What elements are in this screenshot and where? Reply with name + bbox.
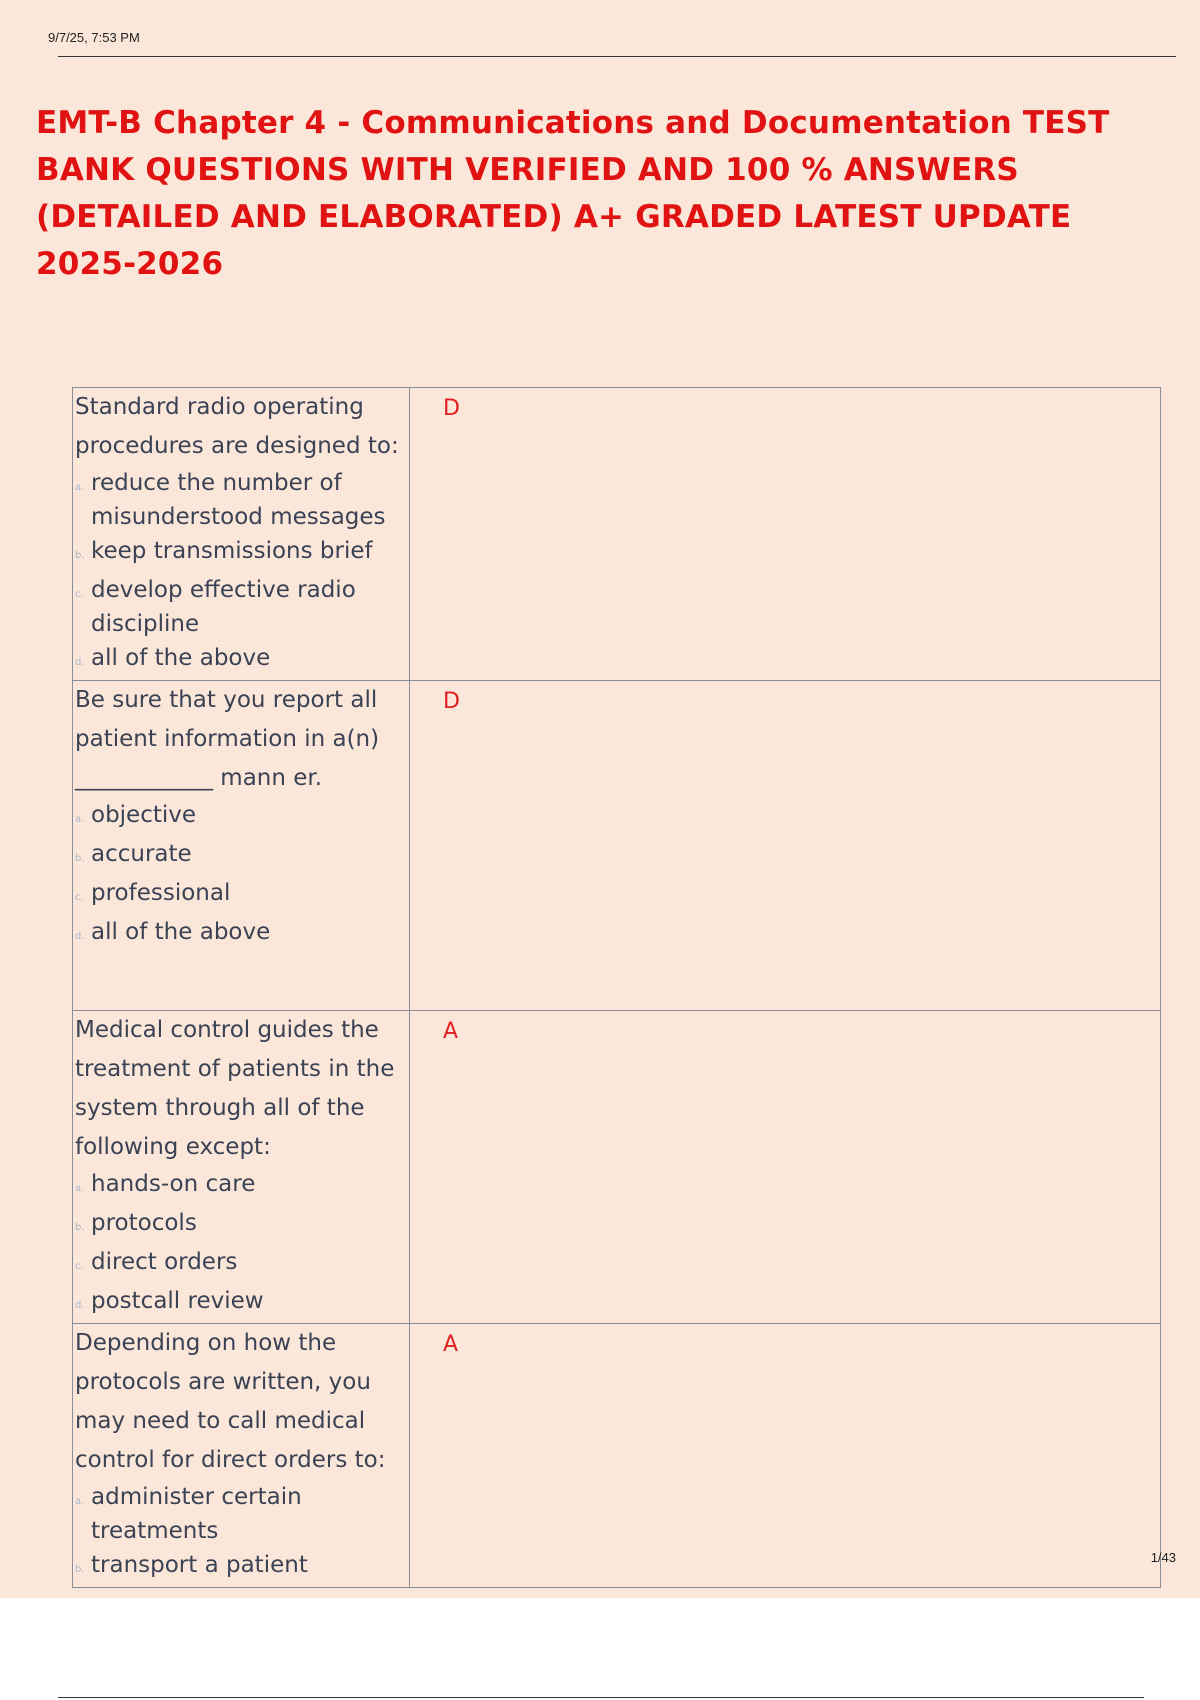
question-text: Medical control guides the treatment of patients in the system through all of the following except: [75, 1017, 395, 1160]
option-item [73, 798, 409, 837]
question-cell [73, 1011, 410, 1324]
options-list [73, 1480, 409, 1587]
option-item [73, 876, 409, 915]
option-item [73, 466, 409, 534]
next-page-divider [58, 1697, 1144, 1698]
option-letter: b. [75, 1564, 85, 1575]
answer-cell [410, 388, 1161, 681]
option-item [73, 837, 409, 876]
option-item [73, 641, 409, 680]
print-timestamp: 9/7/25, 7:53 PM [48, 30, 140, 45]
option-text: professional [91, 880, 231, 906]
option-item [73, 1206, 409, 1245]
qa-table [72, 387, 1161, 1588]
option-item [73, 1284, 409, 1323]
option-letter: a. [75, 1496, 85, 1507]
option-letter: a. [75, 1183, 85, 1194]
option-text: develop effective radio discipline [91, 577, 356, 637]
option-text: all of the above [91, 645, 271, 671]
answer-text: D [443, 396, 460, 421]
option-text: administer certain treatments [91, 1484, 302, 1544]
option-item [73, 1245, 409, 1284]
option-text: reduce the number of misunderstood messages [91, 470, 386, 530]
option-text: accurate [91, 841, 192, 867]
option-letter: b. [75, 1222, 85, 1233]
option-letter: c. [75, 1261, 84, 1272]
answer-cell [410, 1011, 1161, 1324]
option-letter: b. [75, 550, 85, 561]
option-text: direct orders [91, 1249, 238, 1275]
table-row [73, 681, 1161, 1011]
option-text: hands-on care [91, 1171, 256, 1197]
question-text: Be sure that you report all patient information in a(n) ____________ mann er. [75, 687, 380, 791]
answer-text: A [443, 1019, 459, 1044]
option-letter: d. [75, 657, 85, 668]
question-cell [73, 388, 410, 681]
option-letter: c. [75, 892, 84, 903]
option-letter: a. [75, 814, 85, 825]
option-item [73, 573, 409, 641]
options-list [73, 466, 409, 680]
options-list [73, 798, 409, 954]
question-cell [73, 1324, 410, 1588]
option-text: transport a patient [91, 1552, 308, 1578]
table-row [73, 1324, 1161, 1588]
option-text: protocols [91, 1210, 197, 1236]
answer-text: D [443, 689, 460, 714]
option-letter: d. [75, 931, 85, 942]
option-item [73, 915, 409, 954]
answer-text: A [443, 1332, 459, 1357]
answer-cell [410, 681, 1161, 1011]
option-letter: d. [75, 1300, 85, 1311]
page-number: 1/43 [1150, 1550, 1176, 1565]
options-list [73, 1167, 409, 1323]
question-cell [73, 681, 410, 1011]
question-text: Standard radio operating procedures are designed to: [75, 394, 399, 459]
answer-cell [410, 1324, 1161, 1588]
option-text: keep transmissions brief [91, 538, 373, 564]
option-letter: c. [75, 589, 84, 600]
option-item [73, 1480, 409, 1548]
document-title: EMT-B Chapter 4 - Communications and Documentation TEST BANK QUESTIONS WITH VERIFIED AND 100 % ANSWERS (DETAILED AND ELABORATED) A+ GRADED LATEST UPDATE 2025-2026 [36, 105, 1110, 282]
table-row [73, 1011, 1161, 1324]
option-letter: a. [75, 482, 85, 493]
option-item [73, 1167, 409, 1206]
option-text: all of the above [91, 919, 271, 945]
option-letter: b. [75, 853, 85, 864]
table-row [73, 388, 1161, 681]
option-item [73, 534, 409, 573]
option-text: objective [91, 802, 197, 828]
header-divider [58, 56, 1176, 57]
option-item [73, 1548, 409, 1587]
option-text: postcall review [91, 1288, 264, 1314]
question-text: Depending on how the protocols are written, you may need to call medical control for direct orders to: [75, 1330, 386, 1473]
